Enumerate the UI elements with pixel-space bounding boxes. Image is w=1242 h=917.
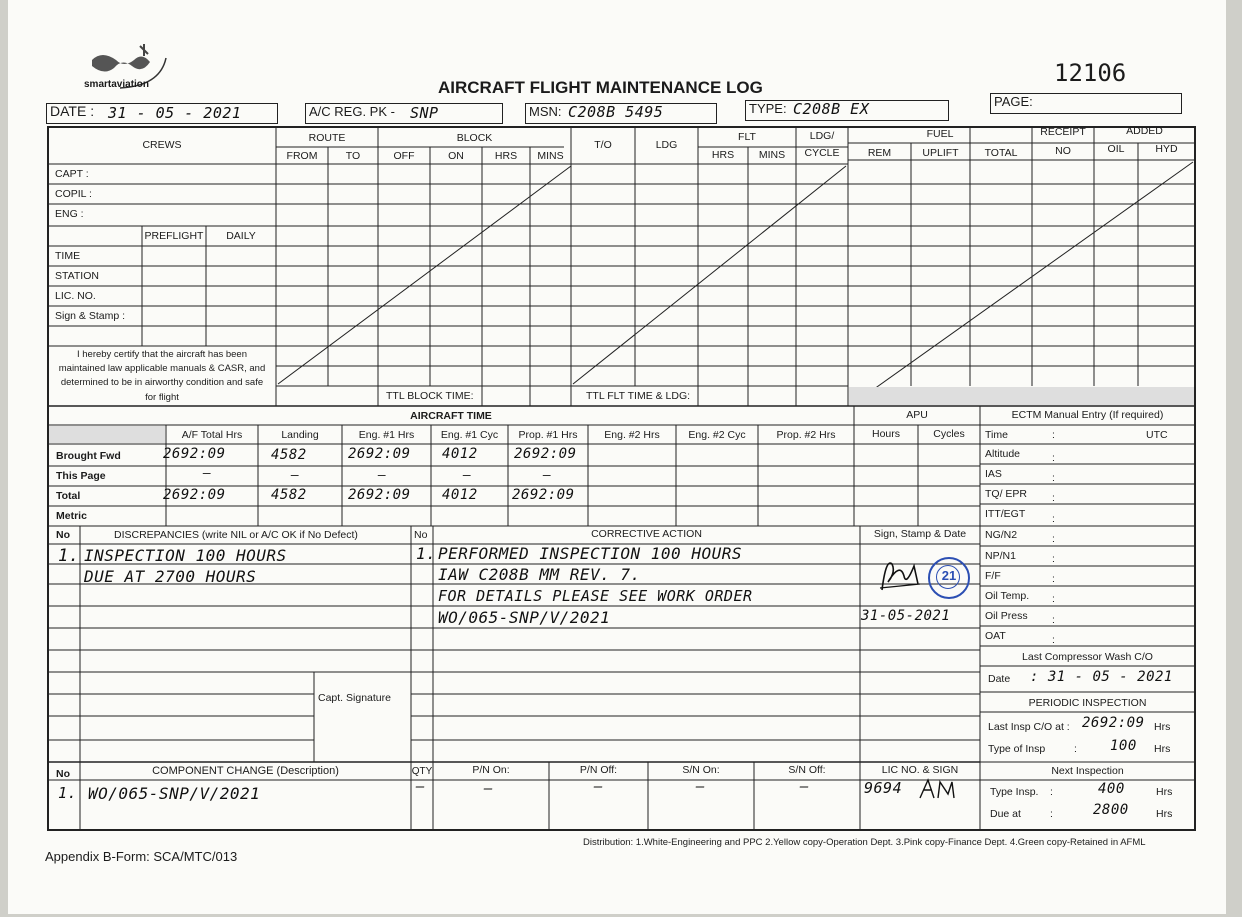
aircraft-time-gray-band: [49, 426, 165, 443]
type-value: C208B EX: [793, 100, 870, 118]
ectm-oat: OAT: [985, 630, 1006, 642]
ectm-oil-press: Oil Press: [985, 610, 1028, 622]
col-eng2-hrs: Eng. #2 Hrs: [604, 429, 660, 441]
daily-header: DAILY: [226, 230, 256, 242]
date-label: DATE :: [50, 103, 95, 119]
ectm-np-n1: NP/N1: [985, 550, 1016, 562]
ectm-ias: IAS: [985, 468, 1002, 480]
on-header: ON: [448, 150, 464, 162]
off-header: OFF: [393, 150, 415, 162]
col-prop2-hrs: Prop. #2 Hrs: [776, 429, 836, 441]
to-col-header: T/O: [594, 139, 612, 151]
hyd-header: HYD: [1155, 143, 1178, 155]
periodic-title: PERIODIC INSPECTION: [1028, 697, 1147, 709]
copil-label: COPIL :: [55, 188, 92, 200]
type-insp-value: 100: [1110, 738, 1137, 754]
ectm-oil-temp: Oil Temp.: [985, 590, 1030, 602]
page-label: PAGE:: [994, 94, 1033, 109]
reg-value: SNP: [410, 104, 439, 122]
type-label: TYPE:: [749, 101, 787, 116]
row-label-metric: Metric: [56, 510, 87, 522]
this-page-eng1-hrs: –: [378, 468, 387, 483]
capt-label: CAPT :: [55, 168, 89, 180]
ca-line-2: IAW C208B MM REV. 7.: [438, 565, 641, 584]
brought-fwd-landing: 4582: [271, 447, 307, 463]
rem-header: REM: [867, 147, 892, 159]
ldg-cycle-header-2: CYCLE: [804, 147, 840, 159]
next-insp-title: Next Inspection: [1051, 765, 1124, 777]
corrective-header: CORRECTIVE ACTION: [591, 528, 702, 540]
compressor-wash-title: Last Compressor Wash C/O: [1022, 651, 1153, 663]
last-insp-hrs: Hrs: [1154, 721, 1171, 733]
flt-header: FLT: [738, 131, 756, 143]
comp-pn-on: –: [484, 781, 493, 797]
added-header: ADDED: [1126, 125, 1163, 137]
row-label-this-page: This Page: [56, 470, 106, 482]
sn-off-header: S/N Off:: [788, 764, 826, 776]
this-page-prop1-hrs: –: [543, 468, 552, 483]
form-sheet: [8, 0, 1226, 914]
ca-line-4: WO/065-SNP/V/2021: [438, 608, 611, 627]
qty-header: QTY: [411, 766, 433, 777]
pn-on-header: P/N On:: [472, 764, 510, 776]
col-eng2-cyc: Eng. #2 Cyc: [688, 429, 746, 441]
logo-text: smartaviation: [84, 79, 150, 90]
row-label-total: Total: [56, 490, 81, 502]
receipt-no-header: NO: [1055, 145, 1071, 157]
stamp-number: 21: [941, 568, 957, 583]
ldg-header: LDG: [655, 139, 678, 151]
aircraft-time-title: AIRCRAFT TIME: [410, 410, 492, 422]
engineer-signature: [876, 554, 926, 594]
ectm-utc-label: UTC: [1146, 429, 1168, 441]
comp-sn-on: –: [696, 779, 705, 795]
capt-signature-label: Capt. Signature: [318, 692, 391, 704]
ttl-flt-label: TTL FLT TIME & LDG:: [586, 390, 691, 402]
total-header: TOTAL: [984, 147, 1018, 159]
wash-date-label: Date: [988, 673, 1011, 685]
sn-on-header: S/N On:: [682, 764, 720, 776]
ca-line-1: PERFORMED INSPECTION 100 HOURS: [438, 544, 742, 563]
comp-desc-header: COMPONENT CHANGE (Description): [152, 765, 339, 777]
this-page-eng1-cyc: –: [463, 468, 472, 483]
comp-qty: –: [416, 779, 425, 795]
total-eng1-cyc: 4012: [442, 487, 478, 503]
time-label: TIME: [55, 250, 81, 262]
certify-line-1: I hereby certify that the aircraft has been: [76, 349, 248, 360]
disc-no-header: No: [56, 529, 70, 541]
mins-header: MINS: [537, 150, 564, 162]
ectm-title: ECTM Manual Entry (If required): [1011, 409, 1164, 421]
oil-header: OIL: [1107, 143, 1125, 155]
approval-stamp: [928, 557, 970, 599]
fuel-header: FUEL: [926, 128, 954, 140]
comp-no-header: No: [56, 768, 70, 780]
to-header: TO: [345, 150, 361, 162]
next-type-colon: :: [1050, 786, 1053, 798]
col-prop1-hrs: Prop. #1 Hrs: [518, 429, 578, 441]
next-type-value: 400: [1098, 781, 1125, 797]
disc-line-2: DUE AT 2700 HOURS: [84, 567, 257, 586]
comp-pn-off: –: [594, 779, 603, 795]
this-page-landing: –: [291, 468, 300, 483]
msn-label: MSN:: [529, 104, 562, 119]
this-page-af-total: –: [203, 466, 212, 481]
comp-signature: [918, 778, 958, 800]
type-insp-colon: :: [1074, 743, 1077, 755]
ectm-colons: : : : : : : : : : :: [1052, 452, 1055, 646]
total-eng1-hrs: 2692:09: [348, 487, 411, 503]
col-af-total: A/F Total Hrs: [181, 429, 243, 441]
certify-line-4: for flight: [145, 392, 179, 403]
apu-cycles-header: Cycles: [933, 428, 965, 440]
next-type-hrs: Hrs: [1156, 786, 1173, 798]
total-af-total: 2692:09: [163, 487, 226, 503]
disc-line-1: INSPECTION 100 HOURS: [84, 546, 287, 565]
last-insp-value: 2692:09: [1082, 715, 1145, 731]
flt-mins-header: MINS: [758, 149, 786, 161]
sign-date: 31-05-2021: [861, 608, 951, 624]
ectm-time-colon: :: [1052, 429, 1055, 441]
sign-stamp-date-header: Sign, Stamp & Date: [873, 528, 967, 540]
lic-sign-header: LIC NO. & SIGN: [881, 764, 959, 776]
disc-item-no: 1.: [58, 546, 80, 566]
receipt-header: RECEIPT: [1040, 126, 1086, 138]
disc-header: DISCREPANCIES (write NIL or A/C OK if No Defect): [114, 529, 358, 541]
form-title: AIRCRAFT FLIGHT MAINTENANCE LOG: [438, 78, 763, 97]
date-value: 31 - 05 - 2021: [108, 104, 242, 122]
last-insp-label: Last Insp C/O at :: [988, 721, 1070, 733]
brought-fwd-eng1-cyc: 4012: [442, 446, 478, 462]
ca-item-no: 1.: [416, 544, 437, 563]
col-landing: Landing: [281, 429, 319, 441]
wash-date-value: : 31 - 05 - 2021: [1030, 669, 1173, 685]
reg-label: A/C REG. PK -: [309, 104, 395, 119]
fuel-gray-band: [849, 387, 1194, 405]
brought-fwd-prop1-hrs: 2692:09: [514, 446, 577, 462]
from-header: FROM: [286, 150, 318, 162]
comp-item-no: 1.: [58, 784, 78, 802]
total-landing: 4582: [271, 487, 307, 503]
preflight-header: PREFLIGHT: [144, 230, 204, 242]
row-label-brought-fwd: Brought Fwd: [56, 450, 121, 462]
ectm-itt-egt: ITT/EGT: [985, 508, 1026, 520]
ldg-cycle-header-1: LDG/: [809, 130, 835, 142]
block-header: BLOCK: [456, 132, 493, 144]
flt-hrs-header: HRS: [711, 149, 735, 161]
uplift-header: UPLIFT: [922, 147, 959, 159]
brought-fwd-af-total: 2692:09: [163, 446, 226, 462]
apu-header: APU: [906, 409, 928, 421]
appendix-label: Appendix B-Form: SCA/MTC/013: [45, 849, 238, 864]
certify-line-2: maintained law applicable manuals & CASR, and: [58, 363, 266, 374]
col-eng1-cyc: Eng. #1 Cyc: [440, 429, 499, 441]
crews-header: CREWS: [142, 139, 182, 151]
eng-label: ENG :: [55, 208, 84, 220]
ectm-ng-n2: NG/N2: [985, 529, 1018, 541]
hrs-header: HRS: [494, 150, 518, 162]
route-header: ROUTE: [308, 132, 346, 144]
serial-number: 12106: [1054, 59, 1127, 87]
ectm-altitude: Altitude: [985, 448, 1021, 460]
comp-sn-off: –: [800, 779, 809, 795]
due-colon: :: [1050, 808, 1053, 820]
comp-lic-no: 9694: [864, 779, 903, 797]
due-value: 2800: [1093, 802, 1129, 818]
type-insp-label: Type of Insp: [988, 743, 1046, 755]
next-type-label: Type Insp.: [990, 786, 1039, 798]
comp-item-desc: WO/065-SNP/V/2021: [88, 784, 261, 803]
apu-hours-header: Hours: [871, 428, 900, 440]
due-hrs: Hrs: [1156, 808, 1173, 820]
total-prop1-hrs: 2692:09: [512, 487, 575, 503]
col-eng1-hrs: Eng. #1 Hrs: [358, 429, 415, 441]
pn-off-header: P/N Off:: [579, 764, 618, 776]
sign-stamp-label: Sign & Stamp :: [55, 310, 126, 322]
ectm-ff: F/F: [985, 570, 1001, 582]
station-label: STATION: [55, 270, 99, 282]
msn-value: C208B 5495: [568, 103, 664, 121]
ca-no-header: No: [414, 529, 428, 541]
type-insp-hrs: Hrs: [1154, 743, 1171, 755]
lic-no-label: LIC. NO.: [55, 290, 96, 302]
ectm-time-label: Time: [985, 429, 1008, 441]
ca-line-3: FOR DETAILS PLEASE SEE WORK ORDER: [438, 587, 753, 605]
distribution-note: Distribution: 1.White-Engineering and PPC 2.Yellow copy-Operation Dept. 3.Pink copy-Finance Dept. 4.Green copy-Retained in AFML: [583, 837, 1146, 848]
ttl-block-label: TTL BLOCK TIME:: [386, 390, 474, 402]
due-label: Due at: [990, 808, 1021, 820]
ectm-tq-epr: TQ/ EPR: [985, 488, 1028, 500]
brought-fwd-eng1-hrs: 2692:09: [348, 446, 411, 462]
certify-line-3: determined to be in airworthy condition and safe: [60, 377, 264, 388]
